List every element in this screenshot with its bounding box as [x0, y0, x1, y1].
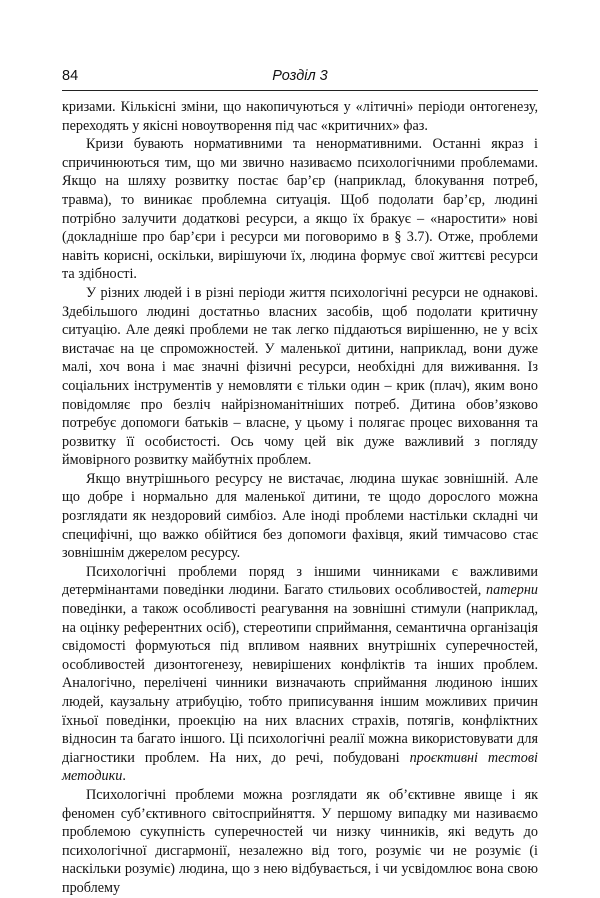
paragraph-5-part-1: Психологічні проблеми поряд з іншими чинниками є важливими детермінантами поведінки людини. Багато стильових особливостей, [62, 563, 538, 599]
page-header [62, 68, 538, 90]
page-number: 84 [62, 68, 79, 84]
paragraph-5-part-3: . [122, 768, 126, 785]
paragraph-1: кризами. Кількісні зміни, що накопичуються у «літичні» періоди онтогенезу, переходять у якісні новоутворення під час «критичних» фаз. [62, 99, 538, 134]
running-title: Розділ 3 [272, 68, 328, 84]
paragraph-2: Кризи бувають нормативними та ненормативними. Останні якраз і спричинюються тим, що ми звично називаємо психологічними проблемами. Якщо на шляху розвитку постає бар’єр (наприклад, блокування потреб, травма), то виникає проблемна ситуація. Щоб подолати бар’єр, людині потрібно залучити додаткові ресурси, а якщо їх бракує – «наростити» нові (докладніше про бар’єри і ресурси ми поговоримо в § 3.7). Отже, проблеми навіть корисні, оскільки, вирішуючи їх, людина формує свої життєві ресурси та здібності. [62, 136, 538, 283]
body-text [62, 98, 538, 898]
emphasis-projective-methods: проєктивні тестові методики [62, 749, 538, 785]
header-rule [62, 90, 538, 91]
paragraph-5 [62, 563, 538, 786]
paragraph-3: У різних людей і в різні періоди життя психологічні ресурси не однакові. Здебільшого людині достатньо власних засобів, щоб подолати критичну ситуацію. Але деякі проблеми не так легко піддаються вирішенню, не у всіх вистачає на це спроможностей. У маленької дитини, наприклад, вони дуже малі, хоч вона і має значні фізичні ресурси, необхідні для виживання. Із соціальних інструментів у немовляти є тільки один – крик (плач), яким воно повідомляє про безліч найрізноманітніших потреб. Дитина обов’язково потребує допомоги батьків – власне, у цьому і полягає процес виховання та розвитку її особистості. Ось чому цей вік дуже важливий з погляду ймовірного розвитку майбутніх проблем. [62, 284, 538, 469]
paragraph-5-part-2: поведінки, а також особливості реагування на зовнішні стимули (наприклад, на оцінку референтних осіб), стереотипи сприймання, семантична організація свідомості формуються під впливом наявних внутрішніх суперечностей, особливостей дизонтогенезу, невирішених конфліктів та інших проблем. Аналогічно, перелічені чинники визначають сприймання людиною інших людей, каузальну атрибуцію, тобто приписування іншим можливих причин їхньої поведінки, проекцію на них власних страхів, потягів, конфліктних відносин та багато іншого. Ці психологічні реалії можна використовувати для діагностики проблем. На них, до речі, побудовані [62, 601, 538, 766]
paragraph-4: Якщо внутрішнього ресурсу не вистачає, людина шукає зовнішній. Але що добре і нормально для маленької дитини, те щодо дорослого можна розглядати як нездоровий симбіоз. Але іноді проблеми настільки складні чи специфічні, що важко обійтися без допомоги фахівця, який тимчасово стає зовнішнім джерелом ресурсу. [62, 470, 538, 562]
emphasis-patterns: патерни [486, 582, 538, 599]
paragraph-6: Психологічні проблеми можна розглядати як об’єктивне явище і як феномен суб’єктивного світосприйняття. У першому випадку ми називаємо проблемою сукупність суперечностей чи низку чинників, які ведуть до психологічної дисгармонії, незалежно від того, розуміє чи не розуміє (і наскільки розуміє) людина, що з нею відбувається, і чи усвідомлює вона свою проблему [62, 786, 538, 896]
